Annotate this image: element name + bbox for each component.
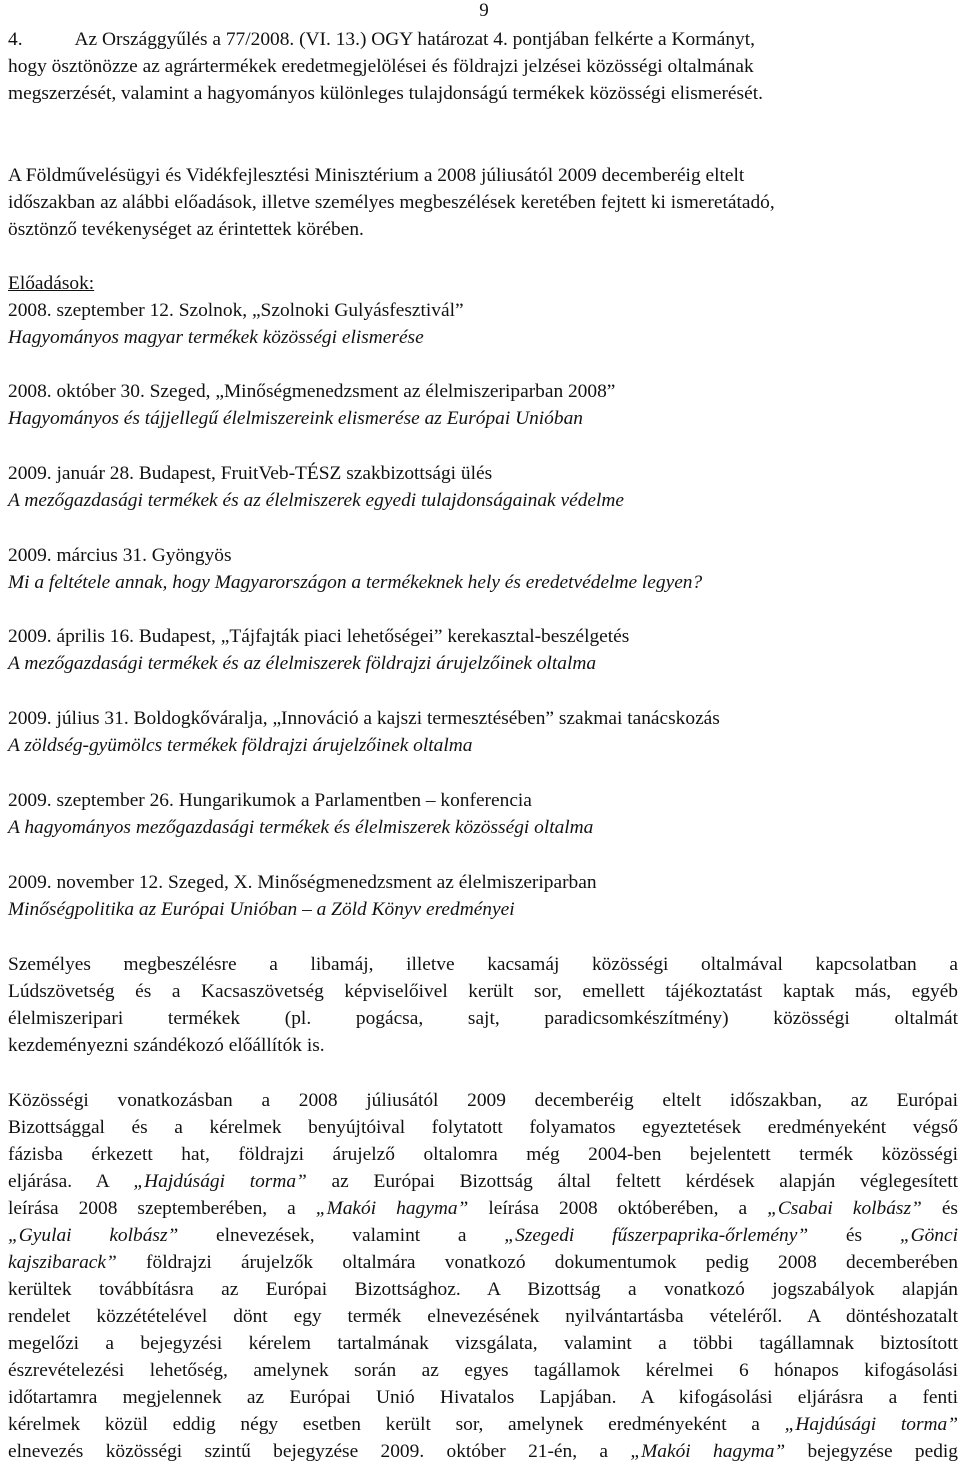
meeting-line: kezdeményezni szándékozó előállítók is. — [8, 1035, 325, 1056]
lecture-title: Minőségpolitika az Európai Unióban – a Zöld Könyv eredményei — [8, 899, 515, 920]
item-4-number: 4. — [8, 29, 23, 50]
intro-paragraph — [8, 162, 958, 243]
meeting-line: Lúdszövetség és a Kacsaszövetség képviselőivel került sor, emellett tájékoztatást kaptak más, egyéb — [8, 981, 958, 1002]
intro-line: ösztönző tevékenységet az érintettek körében. — [8, 219, 364, 240]
item-4-line: megszerzését, valamint a hagyományos különleges tulajdonságú termékek közösségi elismerését. — [8, 83, 763, 104]
lecture-date-place: 2008. szeptember 12. Szolnok, „Szolnoki Gulyásfesztivál” — [8, 300, 464, 321]
lecture-item — [8, 623, 958, 677]
lecture-title: A mezőgazdasági termékek és az élelmiszerek egyedi tulajdonságainak védelme — [8, 490, 625, 511]
community-line: észrevételezési lehetőség, amelynek során az egyes tagállamok kérelmei 6 hónapos kifogásolási — [8, 1360, 958, 1381]
lecture-title: Mi a feltétele annak, hogy Magyarországon a termékeknek hely és eredetvédelme legyen? — [8, 572, 703, 593]
lectures-heading: Előadások: — [8, 273, 95, 294]
intro-line: A Földművelésügyi és Vidékfejlesztési Minisztérium a 2008 júliusától 2009 decemberéig eltelt — [8, 165, 745, 186]
community-line: kerültek továbbításra az Európai Bizottsághoz. A Bizottság a vonatkozó jogszabályok alapján — [8, 1279, 958, 1300]
meeting-line: Személyes megbeszélésre a libamáj, illetve kacsamáj közösségi oltalmával kapcsolatban a — [8, 954, 958, 975]
lecture-item — [8, 297, 958, 351]
meeting-paragraph — [8, 951, 958, 1059]
lecture-title: Hagyományos és tájjellegű élelmiszereink elismerése az Európai Unióban — [8, 408, 583, 429]
item-4-line: 4. Az Országgyűlés a 77/2008. (VI. 13.) OGY határozat 4. pontjában felkérte a Kormányt, — [8, 29, 755, 50]
lecture-title: A zöldség-gyümölcs termékek földrajzi árujelzőinek oltalma — [8, 735, 473, 756]
meeting-line: élelmiszeripari termékek (pl. pogácsa, sajt, paradicsomkészítmény) közösségi oltalmát — [8, 1008, 958, 1029]
lecture-date-place: 2009. január 28. Budapest, FruitVeb-TÉSZ szakbizottsági ülés — [8, 463, 493, 484]
lecture-title: A mezőgazdasági termékek és az élelmiszerek földrajzi árujelzőinek oltalma — [8, 653, 597, 674]
community-line: eljárása. A „Hajdúsági torma” az Európai Bizottság által feltett kérdések alapján véglegesített — [8, 1171, 958, 1192]
item-4-paragraph — [8, 26, 958, 107]
community-line: időtartamra megjelennek az Európai Unió Hivatalos Lapjában. A kifogásolási eljárásra a fenti — [8, 1387, 958, 1408]
community-line: Bizottsággal és a kérelmek benyújtóival folytatott folyamatos egyeztetések eredményeként végső — [8, 1117, 958, 1138]
intro-line: időszakban az alábbi előadások, illetve személyes megbeszélések keretében fejtett ki ismeretátadó, — [8, 192, 775, 213]
community-paragraph — [8, 1087, 958, 1465]
lecture-date-place: 2008. október 30. Szeged, „Minőségmenedzsment az élelmiszeriparban 2008” — [8, 381, 616, 402]
lecture-item — [8, 542, 958, 596]
lecture-title: Hagyományos magyar termékek közösségi elismerése — [8, 327, 424, 348]
lecture-item — [8, 869, 958, 923]
community-line: Közösségi vonatkozásban a 2008 júliusától 2009 decemberéig eltelt időszakban, az Európai — [8, 1090, 958, 1111]
lecture-item — [8, 787, 958, 841]
lecture-date-place: 2009. szeptember 26. Hungarikumok a Parlamentben – konferencia — [8, 790, 532, 811]
community-line: „Gyulai kolbász” elnevezések, valamint a „Szegedi fűszerpaprika-őrlemény” és „Gönci — [8, 1225, 958, 1246]
lecture-date-place: 2009. november 12. Szeged, X. Minőségmenedzsment az élelmiszeriparban — [8, 872, 597, 893]
lecture-date-place: 2009. július 31. Boldogkőváralja, „Innováció a kajszi termesztésében” szakmai tanácskozás — [8, 708, 720, 729]
community-line: megelőzi a bejegyzési kérelem tartalmának vizsgálata, valamint a többi tagállamnak biztosított — [8, 1333, 958, 1354]
lecture-item — [8, 378, 958, 432]
lecture-item — [8, 705, 958, 759]
lecture-item — [8, 460, 958, 514]
community-line: elnevezés közösségi szintű bejegyzése 2009. október 21-én, a „Makói hagyma” bejegyzése pedig — [8, 1441, 959, 1462]
lecture-title: A hagyományos mezőgazdasági termékek és élelmiszerek közösségi oltalma — [8, 817, 594, 838]
lecture-date-place: 2009. április 16. Budapest, „Tájfajták piaci lehetőségei” kerekasztal-beszélgetés — [8, 626, 630, 647]
page-number: 9 — [479, 0, 489, 21]
community-line: fázisba érkezett hat, földrajzi árujelző oltalomra még 2004-ben bejelentett termék közösségi — [8, 1144, 958, 1165]
community-line: kajszibarack” földrajzi árujelzők oltalmára vonatkozó dokumentumok pedig 2008 decemberében — [8, 1252, 958, 1273]
community-line: rendelet közzétételével dönt egy termék elnevezésének nyilvántartásba vételéről. A döntéshozatalt — [8, 1306, 958, 1327]
community-line: leírása 2008 szeptemberében, a „Makói hagyma” leírása 2008 októberében, a „Csabai kolbász” és — [8, 1198, 958, 1219]
community-line: kérelmek közül eddig négy esetben került sor, amelynek eredményeként a „Hajdúsági torma” — [8, 1414, 958, 1435]
item-4-line: hogy ösztönözze az agrártermékek eredetmegjelölései és földrajzi jelzései közösségi oltalmának — [8, 56, 754, 77]
lecture-date-place: 2009. március 31. Gyöngyös — [8, 545, 232, 566]
